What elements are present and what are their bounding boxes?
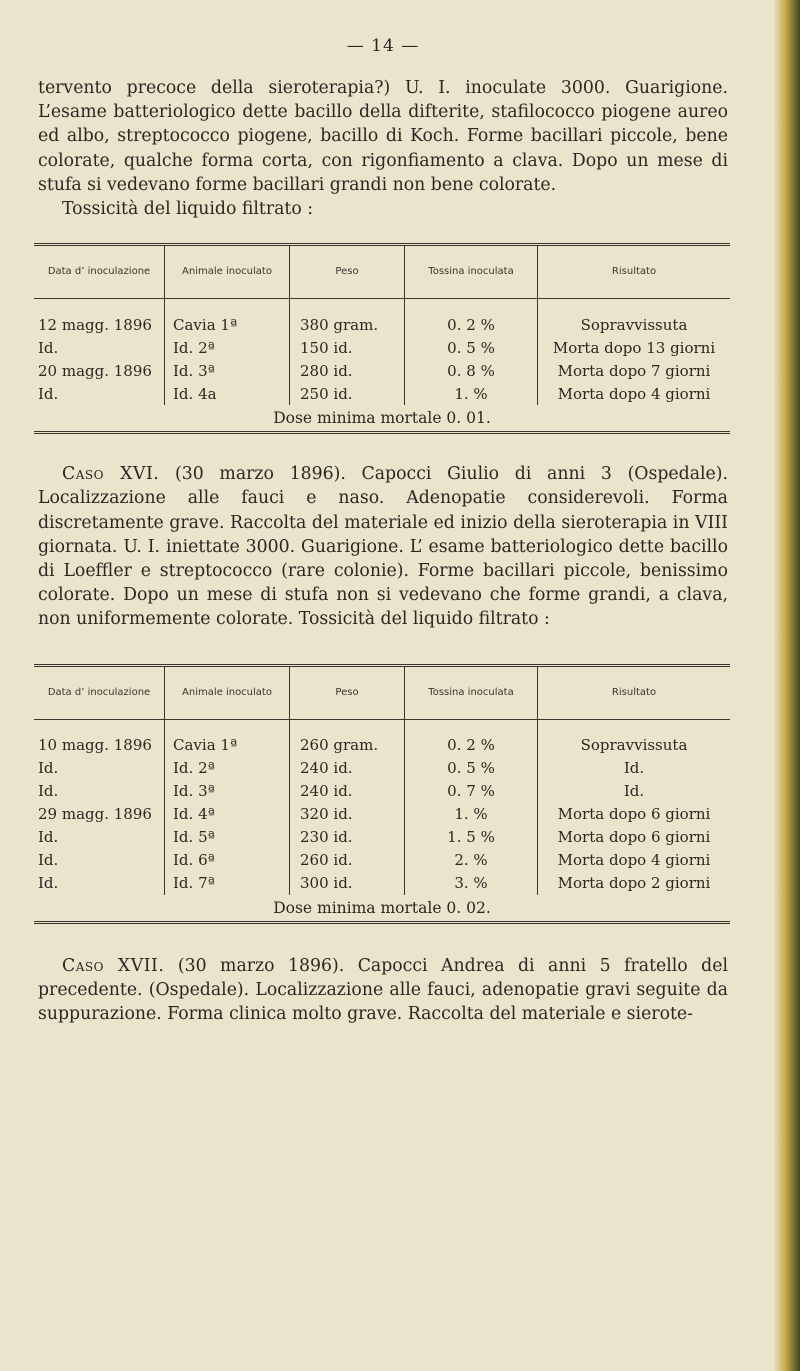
table-dose-row (34, 895, 730, 923)
table-spacer (34, 719, 730, 734)
cell-animal: Id. 4ª (165, 803, 290, 826)
cell-weight: 240 id. (290, 757, 405, 780)
paragraph-intro-toxicity: Tossicità del liquido filtrato : (62, 199, 314, 220)
table-row (34, 757, 730, 780)
table-dose-row (34, 405, 730, 433)
cell-weight: 300 id. (290, 872, 405, 895)
cell-date: Id. (38, 384, 59, 403)
cell-toxin: 2. % (405, 849, 538, 872)
header-result: Risultato (538, 665, 731, 719)
cell-date: Id. (38, 759, 59, 778)
cell-date: Id. (38, 782, 59, 801)
caso-label: Caso XVII. (62, 955, 165, 976)
cell-result: Morta dopo 4 giorni (538, 849, 731, 872)
cell-result: Morta dopo 6 giorni (538, 803, 731, 826)
cell-toxin: 0. 5 % (405, 336, 538, 359)
header-date: Data d’ inoculazione (34, 245, 165, 299)
paragraph-caso-xvii (38, 954, 728, 1027)
table-row (34, 803, 730, 826)
dose-minima-mortale: Dose minima mortale 0. 02. (34, 895, 730, 923)
caso-text: (30 marzo 1896). Capocci Andrea di anni 5 fratello del precedente. (Ospedale). Localizzazione alle fauci, adenopatie gravi seguite da suppurazione. Forma clinica molto grave. Raccolta del materiale e sierote- (38, 955, 728, 1025)
cell-date: 29 magg. 1896 (38, 805, 152, 824)
table-row (34, 780, 730, 803)
table-header-row (34, 245, 730, 299)
header-animal: Animale inoculato (165, 245, 290, 299)
cell-weight: 230 id. (290, 826, 405, 849)
cell-result: Sopravvissuta (538, 313, 731, 336)
cell-animal: Id. 6ª (165, 849, 290, 872)
cell-animal: Id. 3ª (165, 780, 290, 803)
cell-date: Id. (38, 874, 59, 893)
cell-animal: Cavia 1ª (165, 313, 290, 336)
cell-result: Id. (538, 780, 731, 803)
cell-weight: 320 id. (290, 803, 405, 826)
cell-toxin: 0. 2 % (405, 734, 538, 757)
table-row (34, 849, 730, 872)
cell-animal: Id. 7ª (165, 872, 290, 895)
cell-toxin: 0. 2 % (405, 313, 538, 336)
page-edge (774, 0, 800, 1371)
cell-weight: 240 id. (290, 780, 405, 803)
table-row (34, 734, 730, 757)
header-weight: Peso (290, 665, 405, 719)
table-row (34, 872, 730, 895)
header-result: Risultato (538, 245, 731, 299)
cell-animal: Id. 5ª (165, 826, 290, 849)
paragraph-caso-xvi (38, 462, 728, 631)
cell-date: Id. (38, 851, 59, 870)
cell-date: Id. (38, 828, 59, 847)
table-spacer (34, 299, 730, 314)
header-animal: Animale inoculato (165, 665, 290, 719)
document-page (38, 0, 728, 1026)
cell-animal: Id. 2ª (165, 336, 290, 359)
cell-result: Id. (538, 757, 731, 780)
cell-toxin: 3. % (405, 872, 538, 895)
header-date: Data d’ inoculazione (34, 665, 165, 719)
cell-animal: Id. 3ª (165, 359, 290, 382)
cell-animal: Id. 2ª (165, 757, 290, 780)
header-toxin: Tossina inoculata (405, 245, 538, 299)
cell-animal: Cavia 1ª (165, 734, 290, 757)
table-row (34, 359, 730, 382)
cell-weight: 380 gram. (290, 313, 405, 336)
toxicity-table-2 (34, 664, 730, 924)
cell-weight: 260 id. (290, 849, 405, 872)
table-header-row (34, 665, 730, 719)
cell-weight: 250 id. (290, 382, 405, 405)
cell-weight: 150 id. (290, 336, 405, 359)
paragraph-intro: tervento precoce della sieroterapia?) U. I. inoculate 3000. Guarigione. L’esame batteriologico dette bacillo della difterite, stafilococco piogene aureo ed albo, streptococco piogene, bacillo di Koch. Forme bacillari piccole, bene colorate, qualche forma corta, con rigonfiamento a clava. Dopo un mese di stufa si vedevano forme bacillari grandi non bene colorate. (38, 78, 728, 195)
table-row (34, 382, 730, 405)
dose-minima-mortale: Dose minima mortale 0. 01. (34, 405, 730, 433)
caso-label: Caso XVI. (62, 464, 160, 485)
cell-date: 12 magg. 1896 (38, 315, 152, 334)
cell-result: Morta dopo 2 giorni (538, 872, 731, 895)
cell-date: 10 magg. 1896 (38, 736, 152, 755)
cell-result: Morta dopo 7 giorni (538, 359, 731, 382)
cell-animal: Id. 4a (165, 382, 290, 405)
page-number: — 14 — (346, 36, 420, 56)
header-toxin: Tossina inoculata (405, 665, 538, 719)
cell-weight: 280 id. (290, 359, 405, 382)
table-row (34, 313, 730, 336)
cell-date: 20 magg. 1896 (38, 361, 152, 380)
caso-text: (30 marzo 1896). Capocci Giulio di anni 3 (Ospedale). Localizzazione alle fauci e naso. Adenopatie considerevoli. Forma discretamente grave. Raccolta del materiale ed inizio della sieroterapia in VIII giornata. U. I. iniettate 3000. Guarigione. L’ esame batteriologico dette bacillo di Loeffler e streptococco (rare colonie). Forme bacillari piccole, benissimo colorate. Dopo un mese di stufa non si vedevano che forme grandi, a clava, non uniformemente colorate. Tossicità del liquido filtrato : (38, 464, 728, 630)
cell-result: Morta dopo 13 giorni (538, 336, 731, 359)
cell-toxin: 1. 5 % (405, 826, 538, 849)
table-row (34, 336, 730, 359)
header-weight: Peso (290, 245, 405, 299)
toxicity-table-1 (34, 243, 730, 434)
cell-date: Id. (38, 338, 59, 357)
cell-result: Morta dopo 4 giorni (538, 382, 731, 405)
cell-toxin: 0. 7 % (405, 780, 538, 803)
cell-result: Morta dopo 6 giorni (538, 826, 731, 849)
cell-toxin: 0. 8 % (405, 359, 538, 382)
cell-result: Sopravvissuta (538, 734, 731, 757)
cell-toxin: 0. 5 % (405, 757, 538, 780)
cell-toxin: 1. % (405, 382, 538, 405)
cell-weight: 260 gram. (290, 734, 405, 757)
table-row (34, 826, 730, 849)
cell-toxin: 1. % (405, 803, 538, 826)
